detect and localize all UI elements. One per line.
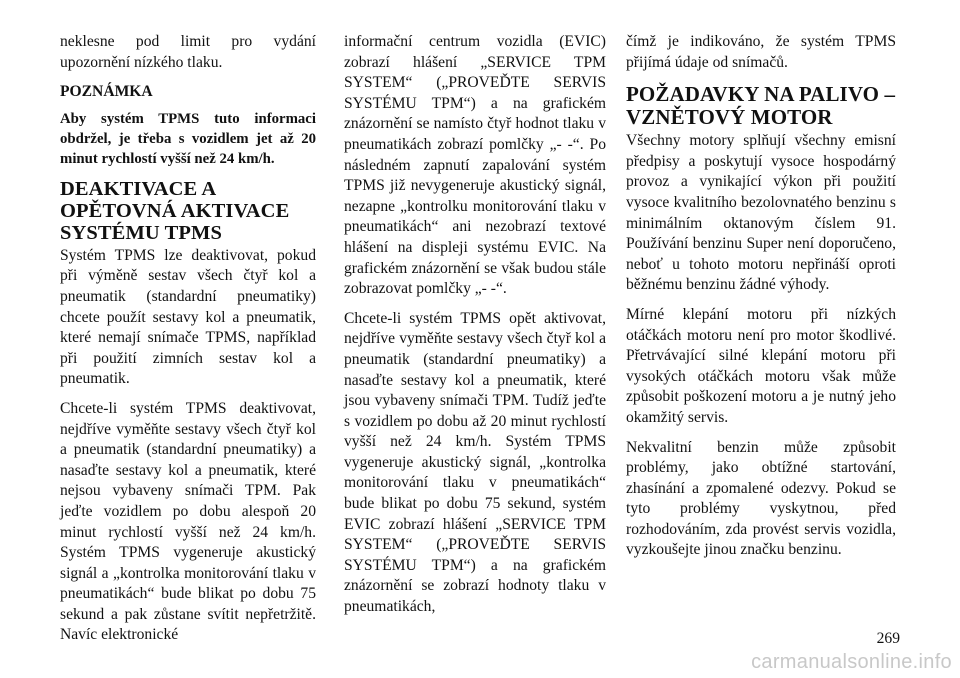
paragraph: Chcete-li systém TPMS deaktivovat, nejdříve vyměňte sestavy všech čtyř kol a pneumatik (standardní pneumatiky) a nasaďte sestavy kol a pneumatik, které nejsou vybaveny snímači TPM. Pak jeďte vozidlem po dobu alespoň 20 minut rychlostí vyšší než 24 km/h. Systém TPMS vygeneruje akustický signál a „kontrolka monitorování tlaku v pneumatikách“ bude blikat po dobu 75 sekund a pak zůstane svítit nepřetržitě. Navíc elektronické bbox=[60, 399, 316, 644]
column-right bbox=[626, 32, 896, 570]
paragraph-intro: čímž je indikováno, že systém TPMS přijímá údaje od snímačů. bbox=[626, 33, 896, 71]
paragraph: informační centrum vozidla (EVIC) zobrazí hlášení „SERVICE TPM SYSTEM“ („PROVEĎTE SERVIS SYSTÉMU TPM“) a na grafickém znázornění se namísto čtyř hodnot tlaku v pneumatikách zobrazí pomlčky „- -“. Po následném zapnutí zapalování systém TPMS již nevygeneruje akustický signál, nezapne „kontrolku monitorování tlaku v pneumatikách“ ani nezobrazí textové hlášení na displeji systému EVIC. Na grafickém znázornění se však budou stále zobrazovat pomlčky „- -“. bbox=[344, 33, 606, 298]
column-left bbox=[60, 32, 316, 655]
column-middle bbox=[344, 32, 606, 627]
section-heading-fuel: POŽADAVKY NA PALIVO – VZNĚTOVÝ MOTOR bbox=[626, 82, 896, 130]
paragraph: Systém TPMS lze deaktivovat, pokud při výměně sestav všech čtyř kol a pneumatik (standardní pneumatiky) chcete použít sestavy kol a pneumatik, které nemají snímače TPMS, například při použití zimních sestav kol a pneumatik. bbox=[60, 246, 316, 388]
page-number: 269 bbox=[876, 630, 900, 647]
note-text: Aby systém TPMS tuto informaci obdržel, je třeba s vozidlem jet až 20 minut rychlostí vyšší než 24 km/h. bbox=[60, 110, 316, 167]
paragraph: Nekvalitní benzin může způsobit problémy, jako obtížné startování, zhasínání a zpomalené odezvy. Pokud se tyto problémy vyskytnou, před rozhodováním, zda provést servis vozidla, vyzkoušejte jinou značku benzinu. bbox=[626, 438, 896, 559]
paragraph-intro: neklesne pod limit pro vydání upozornění nízkého tlaku. bbox=[60, 33, 316, 71]
watermark: carmanualsonline.info bbox=[751, 651, 952, 673]
note-label: POZNÁMKA bbox=[60, 83, 153, 101]
paragraph: Všechny motory splňují všechny emisní předpisy a poskytují vysoce hospodárný provoz a vynikající výkon při použití vysoce kvalitního bezolovnatého benzinu s minimálním oktanovým číslem 91. Používání benzinu Super není doporučeno, neboť u tohoto motoru nepřináší oproti běžnému benzinu žádné výhody. bbox=[626, 132, 896, 294]
section-heading-tpms: DEAKTIVACE A OPĚTOVNÁ AKTIVACE SYSTÉMU TPMS bbox=[60, 177, 290, 244]
paragraph: Mírné klepání motoru při nízkých otáčkách motoru není pro motor škodlivé. Přetrvávající silné klepání motoru při vysokých otáčkách motoru však může způsobit poškození motoru a je nutný jeho okamžitý servis. bbox=[626, 305, 896, 426]
paragraph: Chcete-li systém TPMS opět aktivovat, nejdříve vyměňte sestavy všech čtyř kol a pneumatik (standardní pneumatiky) a nasaďte sestavy kol a pneumatik, které jsou vybaveny snímači TPM. Tudíž jeďte s vozidlem po dobu až 20 minut rychlostí vyšší než 24 km/h. Systém TPMS vygeneruje akustický signál, „kontrolka monitorování tlaku v pneumatikách“ bude blikat po dobu 75 sekund, systém EVIC zobrazí hlášení „SERVICE TPM SYSTEM“ („PROVEĎTE SERVIS SYSTÉMU TPM“) a na grafickém znázornění se zobrazí hodnoty tlaku v pneumatikách, bbox=[344, 309, 606, 616]
